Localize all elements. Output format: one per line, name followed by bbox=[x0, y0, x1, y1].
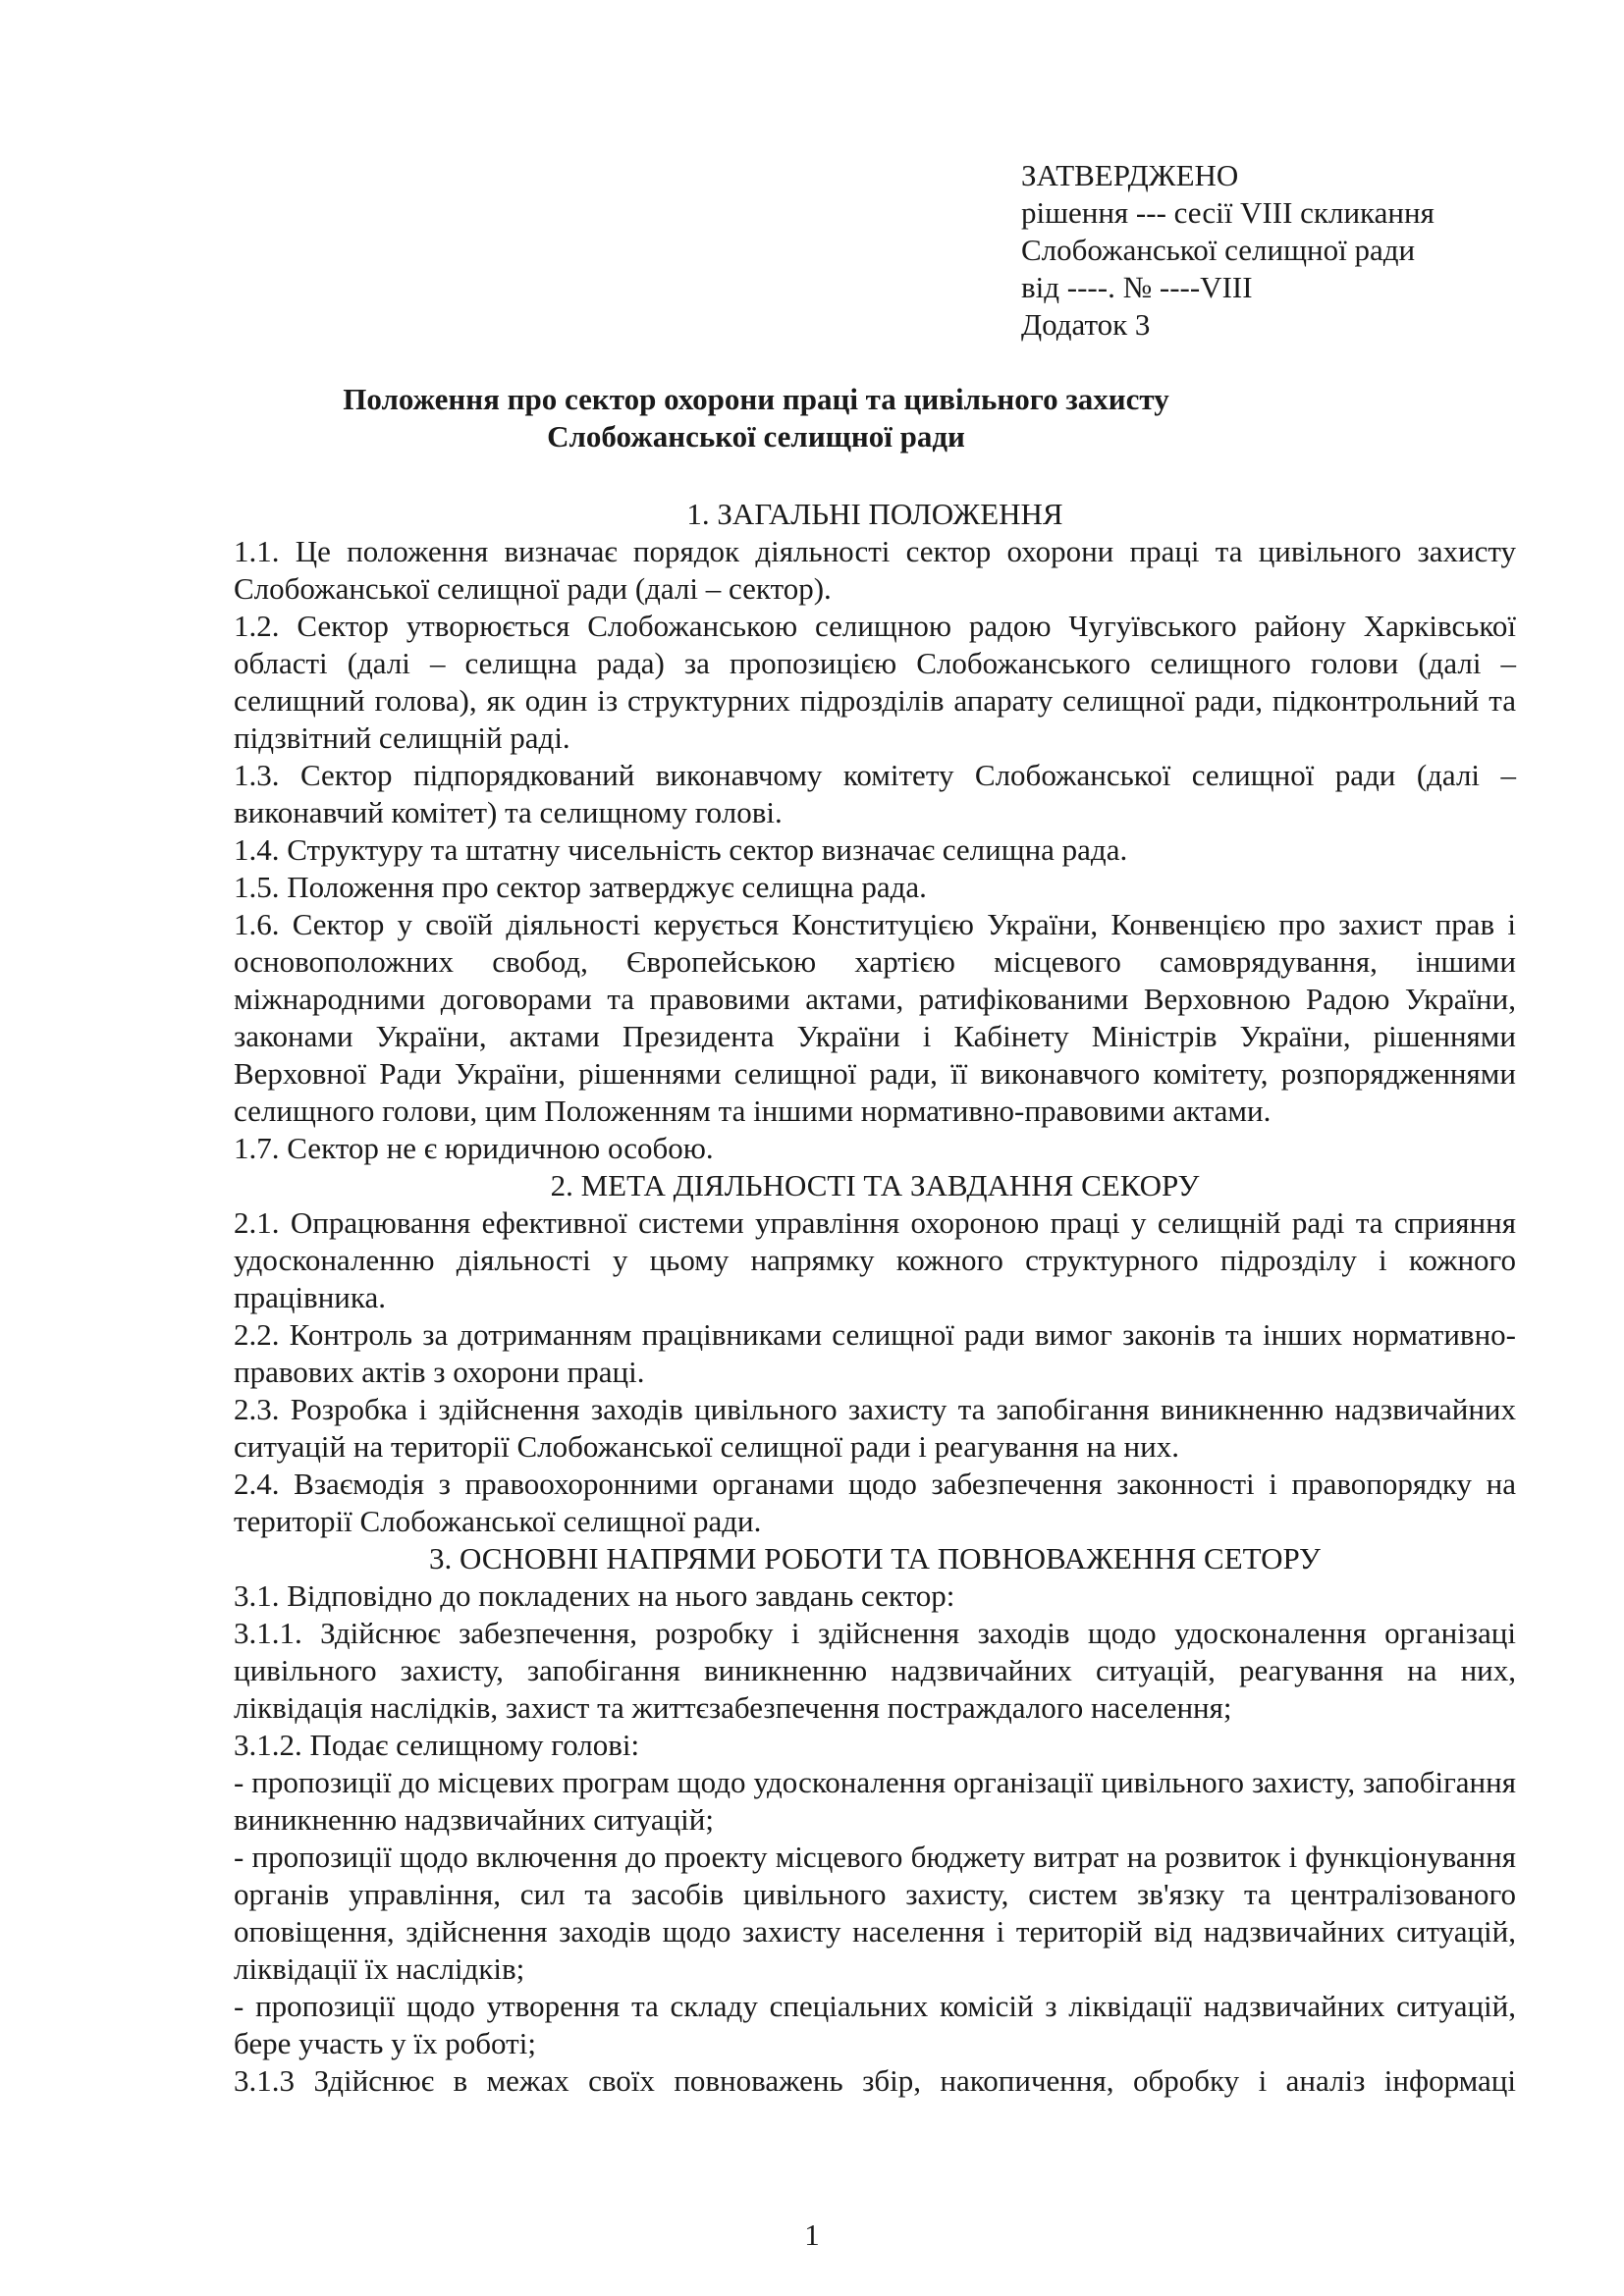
approval-line-date-number: від ----. № ----VIII bbox=[1021, 270, 1253, 304]
approval-line-council: Слобожанської селищної ради bbox=[1021, 233, 1416, 267]
paragraph-2-4: 2.4. Взаємодія з правоохоронними органами щодо забезпечення законності і правопорядку на території Слобожанської селищної ради. bbox=[234, 1467, 1516, 1538]
section-1-heading: 1. ЗАГАЛЬНІ ПОЛОЖЕННЯ bbox=[686, 497, 1063, 531]
approval-line-appendix: Додаток 3 bbox=[1021, 307, 1151, 342]
paragraph-1-7: 1.7. Сектор не є юридичною особою. bbox=[234, 1131, 714, 1165]
paragraph-1-1: 1.1. Це положення визначає порядок діяльності сектор охорони праці та цивільного захисту Слобожанської селищної ради (далі – сектор). bbox=[234, 534, 1516, 606]
paragraph-3-1: 3.1. Відповідно до покладених на нього завдань сектор: bbox=[234, 1578, 955, 1613]
paragraph-1-5: 1.5. Положення про сектор затверджує селищна рада. bbox=[234, 870, 927, 904]
document-body bbox=[234, 496, 1516, 2100]
paragraph-3-1-3: 3.1.3 Здійснює в межах своїх повноважень збір, накопичення, обробку і аналіз інформаці bbox=[234, 2063, 1516, 2098]
document-title bbox=[236, 381, 1276, 455]
paragraph-1-4: 1.4. Структуру та штатну чисельність сектор визначає селищна рада. bbox=[234, 832, 1128, 867]
paragraph-2-3: 2.3. Розробка і здійснення заходів цивільного захисту та запобігання виникненню надзвичайних ситуацій на території Слобожанської селищної ради і реагування на них. bbox=[234, 1392, 1516, 1464]
paragraph-2-2: 2.2. Контроль за дотриманням працівниками селищної ради вимог законів та інших нормативно-правових актів з охорони праці. bbox=[234, 1317, 1516, 1389]
list-item-proposal-commissions: - пропозиції щодо утворення та складу спеціальних комісій з ліквідації надзвичайних ситуацій, бере участь у їх роботі; bbox=[234, 1989, 1516, 2060]
approval-line-approved: ЗАТВЕРДЖЕНО bbox=[1021, 158, 1239, 192]
paragraph-1-3: 1.3. Сектор підпорядкований виконавчому комітету Слобожанської селищної ради (далі – виконавчий комітет) та селищному голові. bbox=[234, 758, 1516, 829]
approval-block bbox=[1021, 157, 1571, 344]
paragraph-2-1: 2.1. Опрацювання ефективної системи управління охороною праці у селищній раді та сприяння удосконаленню діяльності у цьому напрямку кожного структурного підрозділу і кожного працівника. bbox=[234, 1205, 1516, 1314]
approval-line-decision: рішення --- сесії VIII скликання bbox=[1021, 195, 1435, 230]
section-3-heading: 3. ОСНОВНІ НАПРЯМИ РОБОТИ ТА ПОВНОВАЖЕННЯ СЕТОРУ bbox=[429, 1541, 1321, 1575]
paragraph-1-6: 1.6. Сектор у своїй діяльності керується Конституцією України, Конвенцією про захист прав і основоположних свобод, Європейською хартією місцевого самоврядування, іншими міжнародними договорами та правовими актами, ратифікованими Верховною Радою України, законами України, актами Президента України і Кабінету Міністрів України, рішеннями Верховної Ради України, рішеннями селищної ради, її виконавчого комітету, розпорядженнями селищного голови, цим Положенням та іншими нормативно-правовими актами. bbox=[234, 907, 1516, 1128]
title-line-1: Положення про сектор охорони праці та цивільного захисту bbox=[343, 382, 1169, 416]
title-line-2: Слобожанської селищної ради bbox=[547, 419, 965, 454]
list-item-proposal-programs: - пропозиції до місцевих програм щодо удосконалення організації цивільного захисту, запобігання виникненню надзвичайних ситуацій; bbox=[234, 1765, 1516, 1837]
page-number: 1 bbox=[804, 2217, 820, 2252]
paragraph-3-1-1: 3.1.1. Здійснює забезпечення, розробку і здійснення заходів щодо удосконалення організаці цивільного захисту, запобігання виникненню надзвичайних ситуацій, реагування на них, ліквідація наслідків, захист та життєзабезпечення постраждалого населення; bbox=[234, 1616, 1516, 1725]
paragraph-3-1-2: 3.1.2. Подає селищному голові: bbox=[234, 1728, 640, 1762]
section-2-heading: 2. МЕТА ДІЯЛЬНОСТІ ТА ЗАВДАННЯ СЕКОРУ bbox=[550, 1168, 1200, 1202]
list-item-proposal-budget: - пропозиції щодо включення до проекту місцевого бюджету витрат на розвиток і функціонування органів управління, сил та засобів цивільного захисту, систем зв'язку та централізованого оповіщення, здійснення заходів щодо захисту населення і територій від надзвичайних ситуацій, ліквідації їх наслідків; bbox=[234, 1840, 1516, 1986]
paragraph-1-2: 1.2. Сектор утворюється Слобожанською селищною радою Чугуївського району Харківської області (далі – селищна рада) за пропозицією Слобожанського селищного голови (далі – селищний голова), як один із структурних підрозділів апарату селищної ради, підконтрольний та підзвітний селищній раді. bbox=[234, 609, 1516, 755]
